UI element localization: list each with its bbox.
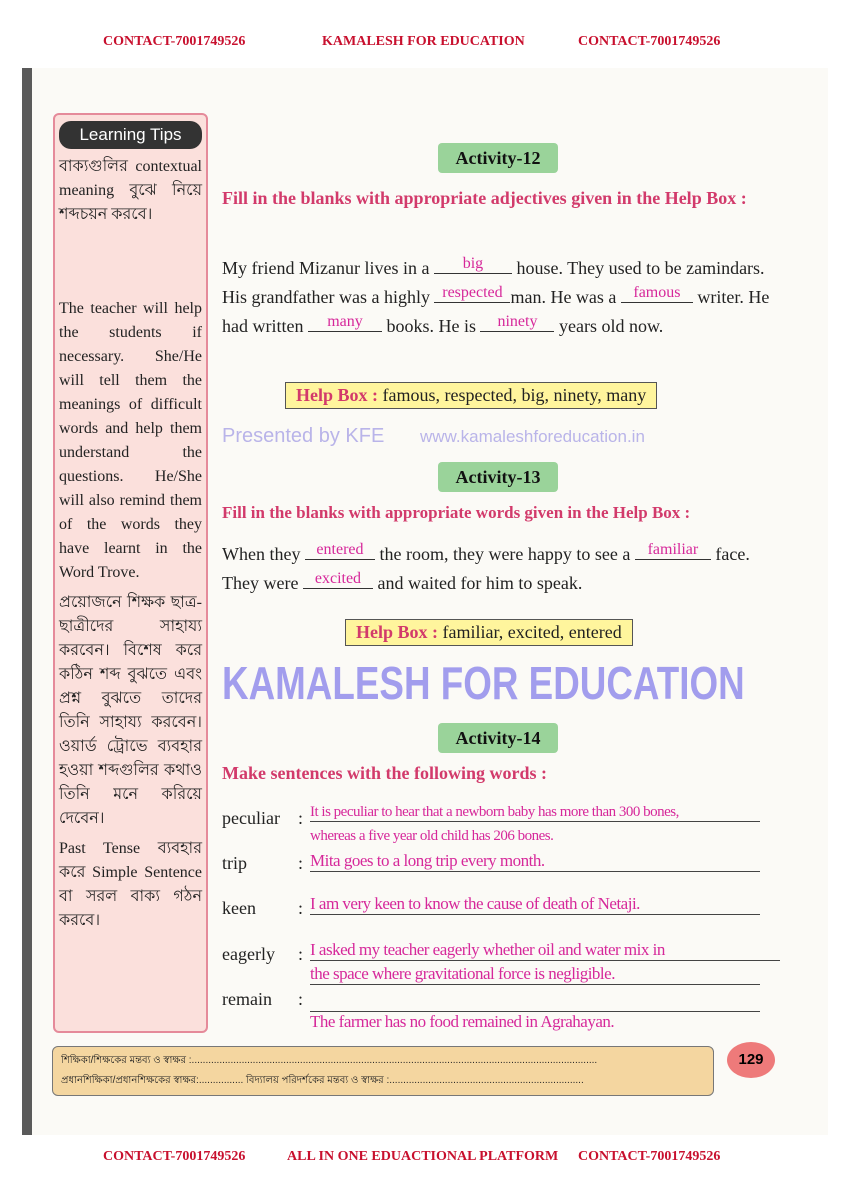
activity-12-help-box: Help Box : famous, respected, big, ninety, many <box>285 382 657 409</box>
tip-english: The teacher will help the students if necessary. She/He will tell them the meanings of difficult words and help them understand the questions. He/She will also remind them of the words they have learnt in the Word Trove. <box>59 300 202 581</box>
watermark-presented: Presented by KFE <box>222 425 385 447</box>
headteacher-signature-line: প্রধানশিক্ষিকা/প্রধানশিক্ষকের স্বাক্ষর:................ বিদ্যালয় পরিদর্শকের মন্তব্য ও স্বাক্ষর :...................................................................... <box>61 1075 584 1086</box>
blank-answer: entered <box>305 541 375 560</box>
blank-answer: big <box>434 255 512 274</box>
contact-right: CONTACT-7001749526 <box>578 34 721 49</box>
learning-tips-box <box>53 113 208 1033</box>
activity-12-passage: My friend Mizanur lives in a big house. They used to be zamindars. His grandfather was a highly respected man. He was a famous writer. He had written many books. He is ninety years old now. <box>222 255 770 336</box>
contact-right: CONTACT-7001749526 <box>578 1149 721 1164</box>
brand-title: KAMALESH FOR EDUCATION <box>322 34 525 49</box>
activity-13-help-box: Help Box : familiar, excited, entered <box>345 619 633 646</box>
watermark: KAMALESH FOR EDUCATION <box>222 657 745 709</box>
activity-13-passage: When they entered the room, they were happy to see a familiar face. They were excited and waited for him to speak. <box>222 541 750 593</box>
tip-bengali-3: Past Tense ব্যবহার করে Simple Sentence বা সরল বাক্য গঠন করবে। <box>59 840 202 929</box>
activity-12-instruction: Fill in the blanks with appropriate adjectives given in the Help Box : <box>222 188 747 208</box>
activity-14-title: Activity-14 <box>438 723 558 753</box>
teacher-signature-line: শিক্ষিকা/শিক্ষকের মন্তব্য ও স্বাক্ষর :.................................................................................................................................................. <box>61 1055 598 1066</box>
platform-title: ALL IN ONE EDUACTIONAL PLATFORM <box>287 1149 559 1164</box>
activity-14-instruction: Make sentences with the following words : <box>222 763 547 783</box>
activity-13-title: Activity-13 <box>438 462 558 492</box>
contact-left: CONTACT-7001749526 <box>103 1149 246 1164</box>
blank-answer: familiar <box>635 541 711 560</box>
blank-answer: excited <box>303 570 373 589</box>
blank-answer: respected <box>434 284 510 303</box>
signature-box <box>52 1046 714 1096</box>
tip-bengali-2: প্রয়োজনে শিক্ষক ছাত্র-ছাত্রীদের সাহায্য করবেন। বিশেষ করে কঠিন শব্দ বুঝতে এবং প্রশ্ন বুঝতে তাদের তিনি সাহায্য করবেন। ওয়ার্ড ট্রোভে ব্যবহার হওয়া শব্দগুলির কথাও তিনি মনে করিয়ে দেবেন। <box>59 594 202 827</box>
blank-answer: ninety <box>480 313 554 332</box>
learning-tips-title: Learning Tips <box>59 121 202 149</box>
blank-answer: many <box>308 313 382 332</box>
page-number: 129 <box>727 1042 775 1078</box>
tip-bengali-1: বাক্যগুলির contextual meaning বুঝে নিয়ে শব্দচয়ন করবে। <box>59 158 202 223</box>
contact-left: CONTACT-7001749526 <box>103 34 246 49</box>
watermark-url: www.kamaleshforeducation.in <box>420 427 645 446</box>
activity-13-instruction: Fill in the blanks with appropriate words given in the Help Box : <box>222 503 691 522</box>
activity-12-title: Activity-12 <box>438 143 558 173</box>
blank-answer: famous <box>621 284 693 303</box>
